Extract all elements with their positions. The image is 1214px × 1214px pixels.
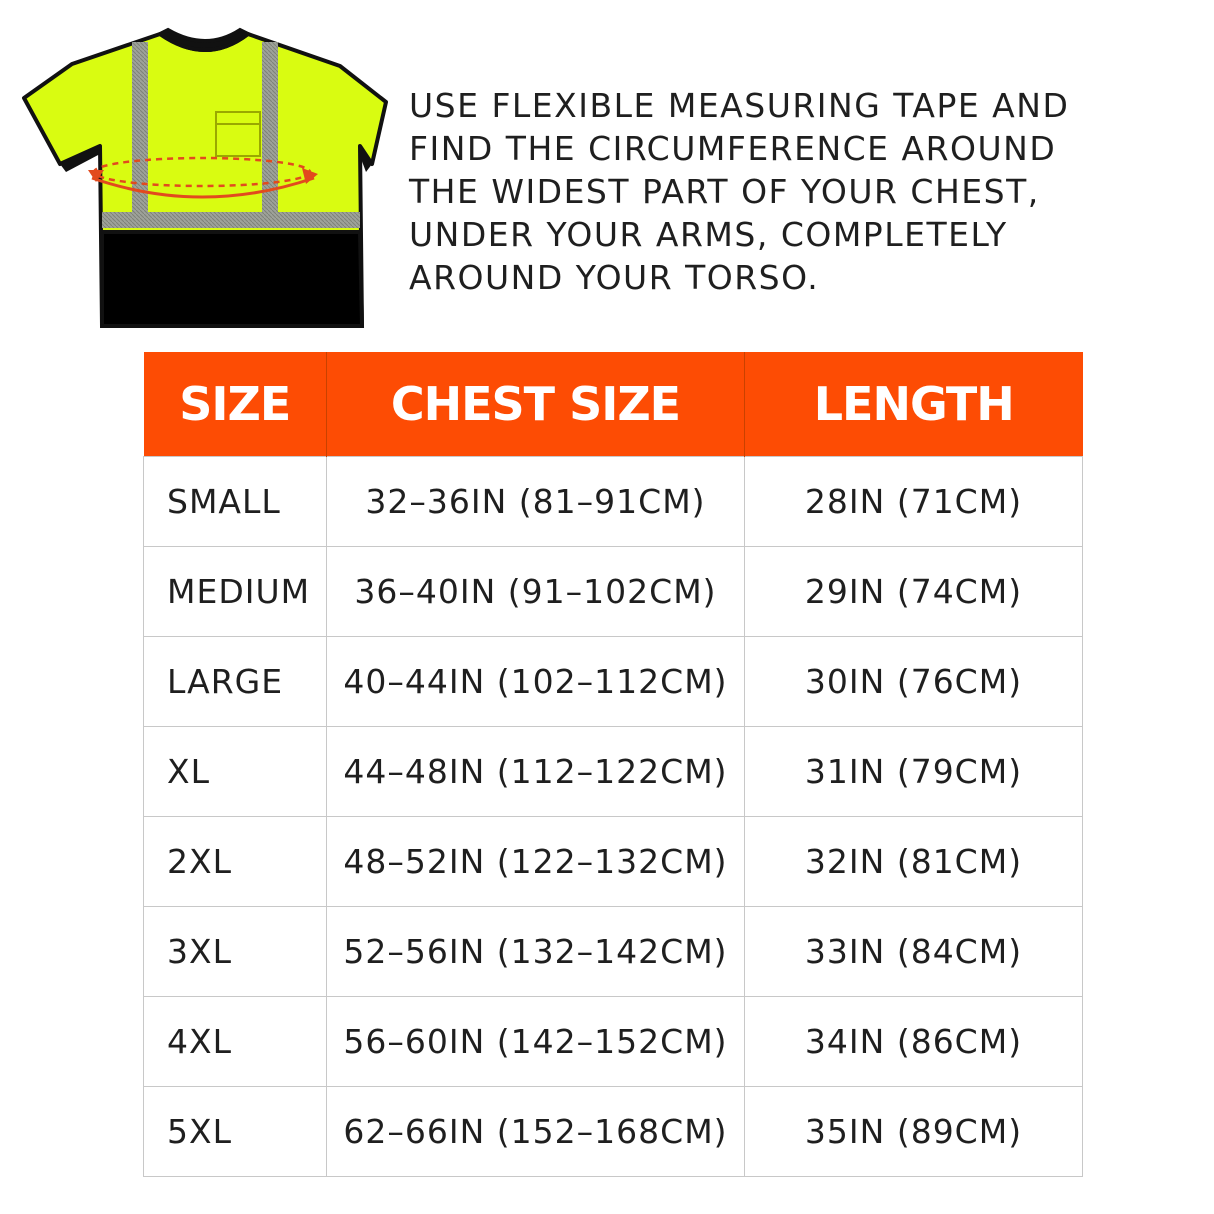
measuring-instructions: [409, 84, 1199, 299]
table-header-row: [144, 352, 1083, 457]
chest-cell: 44–48IN (112–122CM): [327, 727, 745, 817]
length-cell: 31IN (79CM): [745, 727, 1083, 817]
instruction-line: UNDER YOUR ARMS, COMPLETELY: [409, 215, 1008, 254]
chest-cell: 32–36IN (81–91CM): [327, 457, 745, 547]
horizontal-stripe: [102, 212, 360, 228]
table-row: [144, 547, 1083, 637]
table-row: [144, 727, 1083, 817]
chest-cell: 62–66IN (152–168CM): [327, 1087, 745, 1177]
length-cell: 35IN (89CM): [745, 1087, 1083, 1177]
shirt-black-panel: [102, 232, 362, 326]
header-chest-size: CHEST SIZE: [327, 352, 745, 457]
instruction-line: FIND THE CIRCUMFERENCE AROUND: [409, 129, 1057, 168]
size-chart-table: [143, 352, 1083, 1177]
hi-vis-shirt-illustration: [20, 26, 392, 332]
header-length: LENGTH: [745, 352, 1083, 457]
table-row: [144, 997, 1083, 1087]
length-cell: 34IN (86CM): [745, 997, 1083, 1087]
size-cell: 5XL: [144, 1087, 327, 1177]
size-cell: MEDIUM: [144, 547, 327, 637]
chest-cell: 48–52IN (122–132CM): [327, 817, 745, 907]
length-cell: 28IN (71CM): [745, 457, 1083, 547]
length-cell: 33IN (84CM): [745, 907, 1083, 997]
instruction-line: USE FLEXIBLE MEASURING TAPE AND: [409, 86, 1070, 125]
length-cell: 29IN (74CM): [745, 547, 1083, 637]
chest-cell: 52–56IN (132–142CM): [327, 907, 745, 997]
table-row: [144, 907, 1083, 997]
instruction-line: THE WIDEST PART OF YOUR CHEST,: [409, 172, 1040, 211]
chest-cell: 56–60IN (142–152CM): [327, 997, 745, 1087]
size-cell: LARGE: [144, 637, 327, 727]
size-cell: XL: [144, 727, 327, 817]
table-row: [144, 1087, 1083, 1177]
left-vertical-stripe: [132, 42, 148, 214]
table-row: [144, 637, 1083, 727]
size-cell: 2XL: [144, 817, 327, 907]
header-size: SIZE: [144, 352, 327, 457]
length-cell: 30IN (76CM): [745, 637, 1083, 727]
table-row: [144, 817, 1083, 907]
table-row: [144, 457, 1083, 547]
size-cell: SMALL: [144, 457, 327, 547]
instruction-line: AROUND YOUR TORSO.: [409, 258, 820, 297]
size-cell: 3XL: [144, 907, 327, 997]
size-cell: 4XL: [144, 997, 327, 1087]
length-cell: 32IN (81CM): [745, 817, 1083, 907]
chest-cell: 40–44IN (102–112CM): [327, 637, 745, 727]
chest-cell: 36–40IN (91–102CM): [327, 547, 745, 637]
